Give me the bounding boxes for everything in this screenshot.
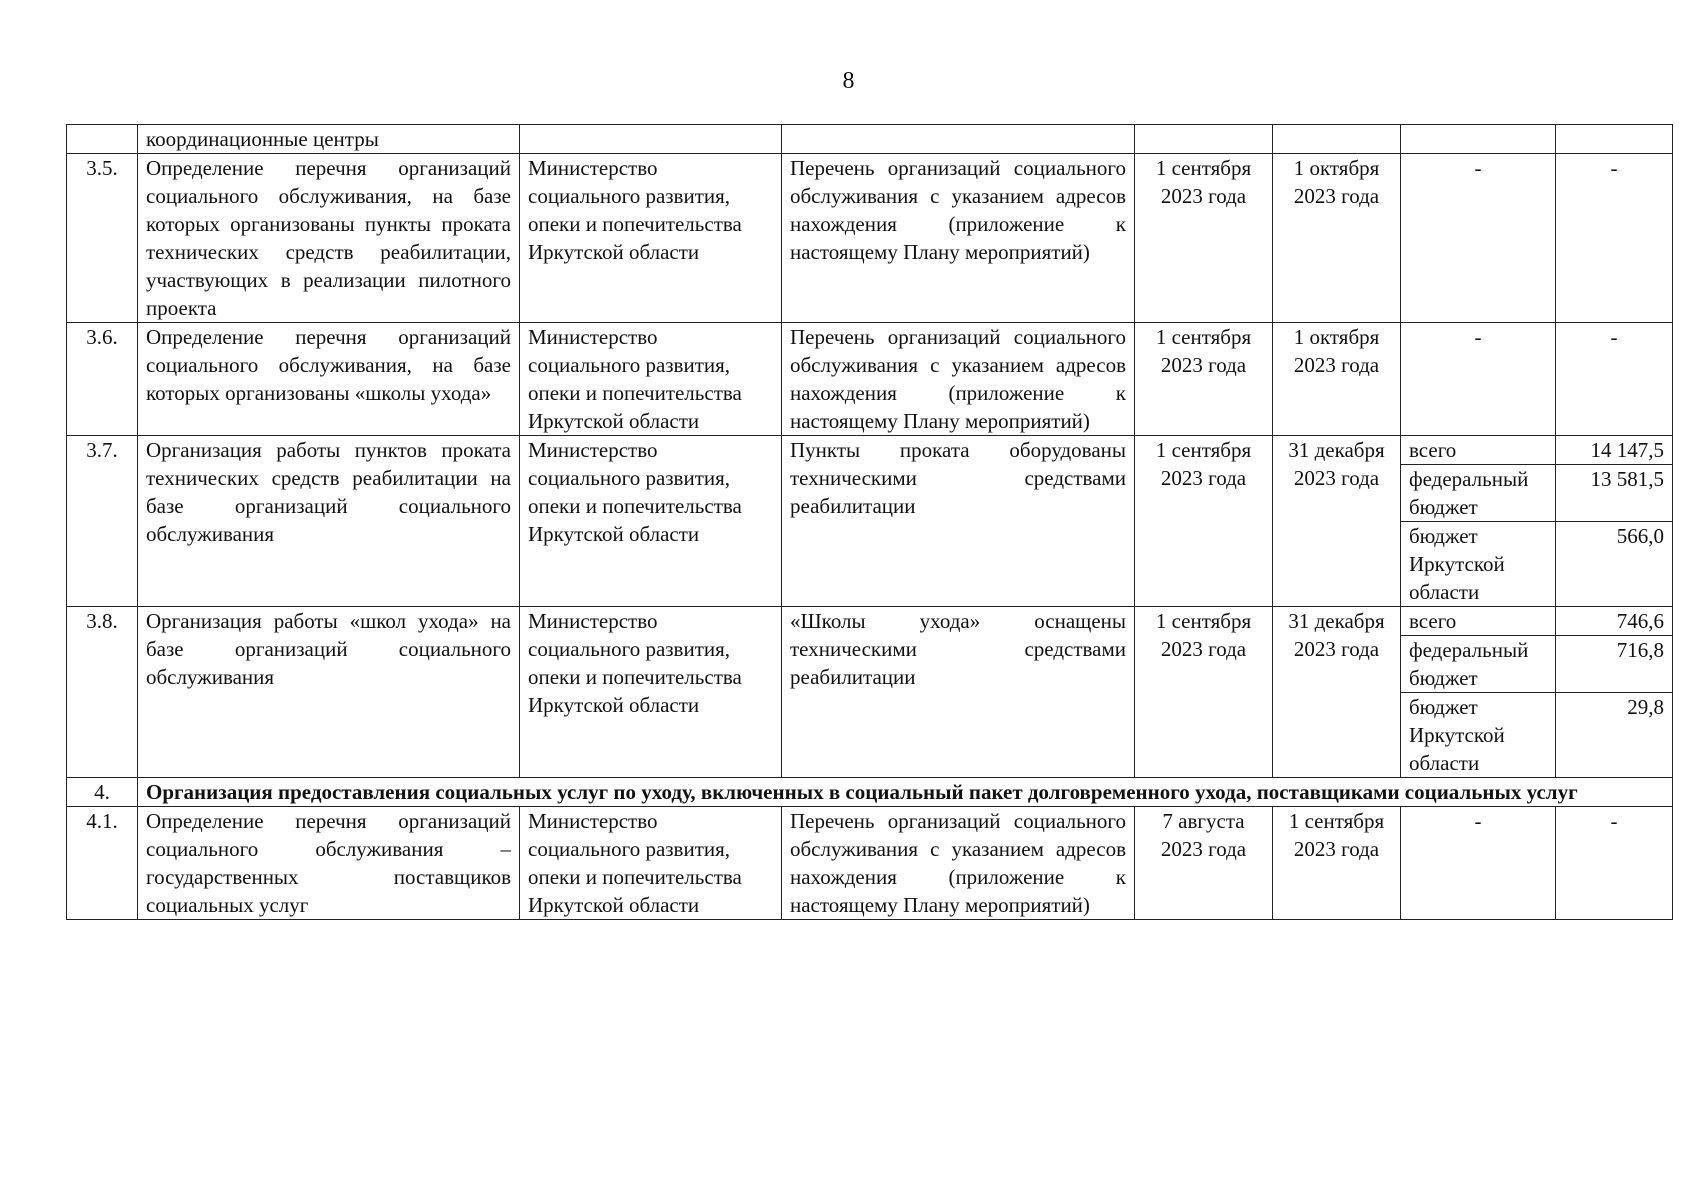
executor-cell: Министерство социального развития, опеки и попечительства Иркутской области <box>520 323 782 436</box>
section-number: 4. <box>67 778 138 807</box>
end-date-cell: 31 декабря 2023 года <box>1273 436 1401 607</box>
table-row <box>67 436 1673 465</box>
funding-source-cell: бюджет Иркутской области <box>1401 693 1556 778</box>
executor-cell: Министерство социального развития, опеки и попечительства Иркутской области <box>520 154 782 323</box>
result-cell: «Школы ухода» оснащены техническими средствами реабилитации <box>782 607 1135 778</box>
start-date-cell: 1 сентября 2023 года <box>1135 436 1273 607</box>
end-date-cell: 31 декабря 2023 года <box>1273 607 1401 778</box>
funding-amount-cell: 13 581,5 <box>1556 465 1673 522</box>
executor-cell: Министерство социального развития, опеки и попечительства Иркутской области <box>520 807 782 920</box>
funding-source-cell: федеральный бюджет <box>1401 636 1556 693</box>
event-cell: Определение перечня организаций социального обслуживания – государственных поставщиков социальных услуг <box>138 807 520 920</box>
end-date-cell: 1 октября 2023 года <box>1273 154 1401 323</box>
event-cell: Определение перечня организаций социального обслуживания, на базе которых организованы пункты проката технических средств реабилитации, участвующих в реализации пилотного проекта <box>138 154 520 323</box>
end-date-cell: 1 сентября 2023 года <box>1273 807 1401 920</box>
table-row <box>67 154 1673 323</box>
start-date-cell: 1 сентября 2023 года <box>1135 154 1273 323</box>
funding-source-cell: всего <box>1401 607 1556 636</box>
row-number: 3.7. <box>67 436 138 607</box>
funding-source-cell: - <box>1401 807 1556 920</box>
result-cell: Перечень организаций социального обслуживания с указанием адресов нахождения (приложение к настоящему Плану мероприятий) <box>782 154 1135 323</box>
funding-amount-cell: 566,0 <box>1556 522 1673 607</box>
end-date-cell: 1 октября 2023 года <box>1273 323 1401 436</box>
result-cell: Пункты проката оборудованы техническими средствами реабилитации <box>782 436 1135 607</box>
result-cell: Перечень организаций социального обслуживания с указанием адресов нахождения (приложение к настоящему Плану мероприятий) <box>782 807 1135 920</box>
section-title: Организация предоставления социальных услуг по уходу, включенных в социальный пакет долговременного ухода, поставщиками социальных услуг <box>138 778 1673 807</box>
table-row <box>67 607 1673 636</box>
funding-source-cell: федеральный бюджет <box>1401 465 1556 522</box>
funding-source-cell: - <box>1401 323 1556 436</box>
start-date-cell: 1 сентября 2023 года <box>1135 607 1273 778</box>
continuation-row <box>67 125 1673 154</box>
row-number: 3.8. <box>67 607 138 778</box>
row-number: 3.6. <box>67 323 138 436</box>
funding-amount-cell: 29,8 <box>1556 693 1673 778</box>
funding-amount-cell: 716,8 <box>1556 636 1673 693</box>
page-number: 8 <box>842 68 855 94</box>
funding-amount-cell: - <box>1556 807 1673 920</box>
funding-amount-cell: - <box>1556 323 1673 436</box>
executor-cell: Министерство социального развития, опеки и попечительства Иркутской области <box>520 436 782 607</box>
plan-table <box>66 124 1673 920</box>
row-number: 3.5. <box>67 154 138 323</box>
table-row <box>67 323 1673 436</box>
continuation-text: координационные центры <box>138 125 520 154</box>
section-row <box>67 778 1673 807</box>
event-cell: Организация работы пунктов проката технических средств реабилитации на базе организаций социального обслуживания <box>138 436 520 607</box>
start-date-cell: 7 августа 2023 года <box>1135 807 1273 920</box>
executor-cell: Министерство социального развития, опеки и попечительства Иркутской области <box>520 607 782 778</box>
result-cell: Перечень организаций социального обслуживания с указанием адресов нахождения (приложение к настоящему Плану мероприятий) <box>782 323 1135 436</box>
funding-amount-cell: - <box>1556 154 1673 323</box>
event-cell: Определение перечня организаций социального обслуживания, на базе которых организованы «школы ухода» <box>138 323 520 436</box>
funding-source-cell: - <box>1401 154 1556 323</box>
start-date-cell: 1 сентября 2023 года <box>1135 323 1273 436</box>
funding-amount-cell: 746,6 <box>1556 607 1673 636</box>
funding-source-cell: всего <box>1401 436 1556 465</box>
funding-amount-cell: 14 147,5 <box>1556 436 1673 465</box>
funding-source-cell: бюджет Иркутской области <box>1401 522 1556 607</box>
row-number: 4.1. <box>67 807 138 920</box>
table-row <box>67 807 1673 920</box>
event-cell: Организация работы «школ ухода» на базе организаций социального обслуживания <box>138 607 520 778</box>
